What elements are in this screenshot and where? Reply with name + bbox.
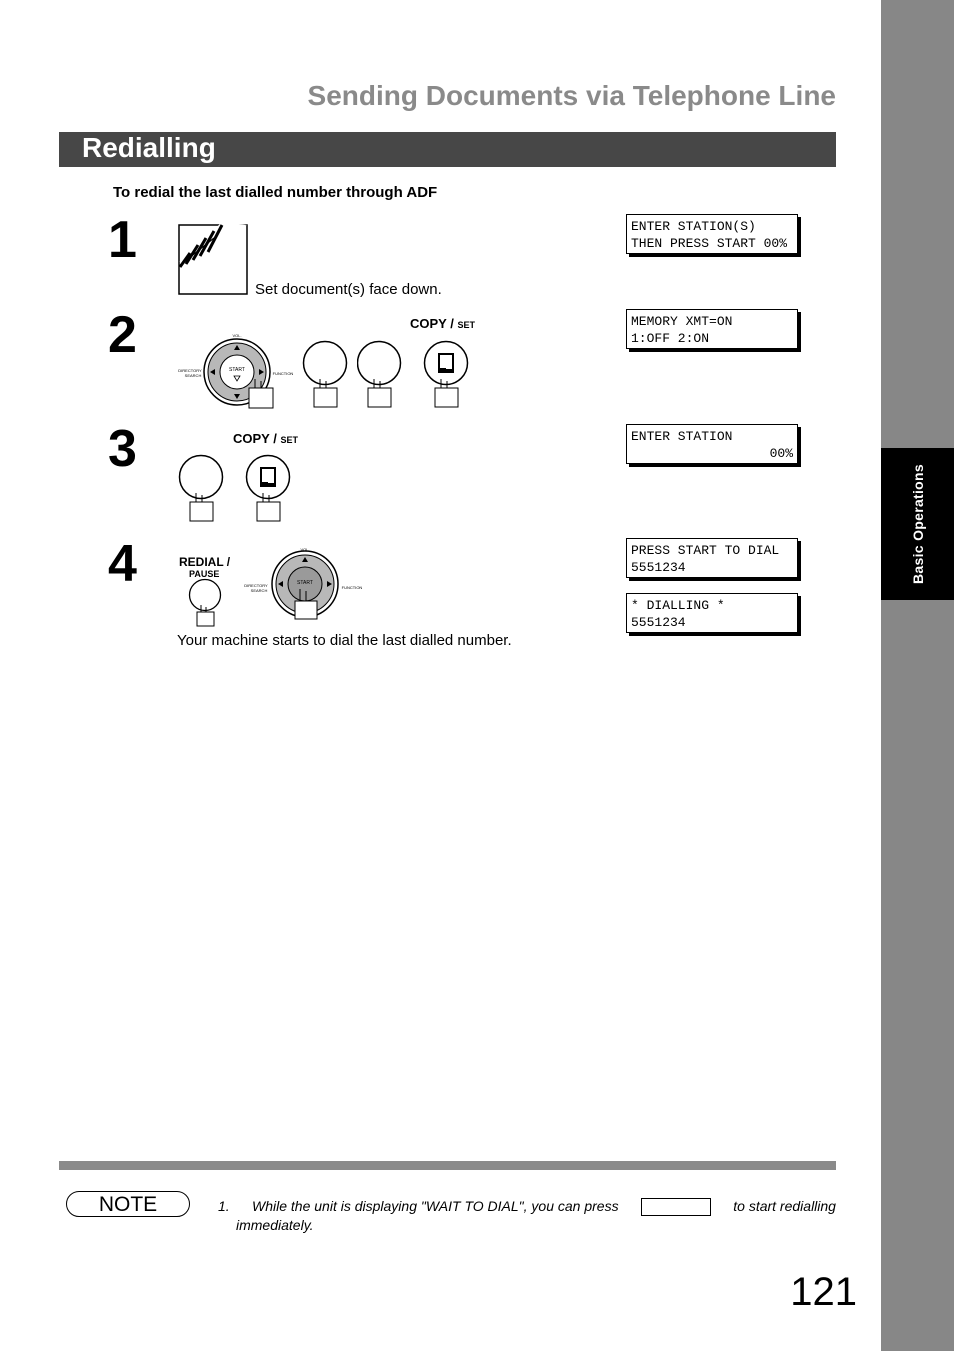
note-text-continued: immediately.	[236, 1217, 314, 1233]
step-number-1: 1	[108, 211, 137, 269]
lcd-display-step-1	[626, 214, 798, 254]
number-key-3[interactable]	[178, 454, 228, 524]
redial-pause-button[interactable]	[188, 578, 224, 628]
lcd-line-2: 5551234	[631, 615, 686, 630]
lcd-line-1: ENTER STATION(S)	[631, 219, 756, 234]
step-4-caption: Your machine starts to dial the last dialled number.	[177, 632, 512, 649]
function-label: FUNCTION	[272, 371, 294, 376]
subheading: To redial the last dialled number through ADF	[113, 184, 438, 201]
directory-label: DIRECTORY	[178, 368, 202, 373]
lcd-line-2: THEN PRESS START 00%	[631, 236, 788, 251]
side-tab-label: Basic Operations	[910, 464, 926, 584]
step-1-caption: Set document(s) face down.	[255, 281, 442, 298]
lcd-line-1: PRESS START TO DIAL	[631, 543, 780, 558]
side-tab	[881, 0, 954, 1351]
lcd-line-1: * DIALLING *	[631, 598, 725, 613]
pause-label: PAUSE	[189, 569, 220, 579]
note-badge: NOTE	[66, 1191, 190, 1217]
start-button-pad[interactable]	[240, 544, 368, 628]
page-number: 121	[790, 1270, 857, 1314]
start-label: START	[297, 580, 313, 586]
search-label: SEARCH	[250, 588, 268, 593]
note-key-placeholder	[641, 1198, 711, 1216]
note-item-number: 1.	[218, 1198, 230, 1214]
step-number-3: 3	[108, 420, 137, 478]
copy-set-label: COPY / SET	[410, 316, 475, 331]
note-text	[218, 1197, 836, 1235]
lcd-display-step-4a	[626, 538, 798, 578]
start-label: START	[229, 367, 245, 373]
document-adf-icon	[178, 222, 250, 296]
vol-label: VOL.	[300, 547, 310, 552]
search-label: SEARCH	[184, 373, 202, 378]
lcd-display-step-2	[626, 309, 798, 349]
lcd-line-2: 00%	[769, 446, 793, 461]
note-text-after: to start redialling	[733, 1198, 836, 1214]
lcd-line-2: 1:OFF 2:ON	[631, 331, 710, 346]
lcd-line-1: ENTER STATION	[631, 429, 733, 444]
lcd-display-step-3	[626, 424, 798, 464]
lcd-line-2: 5551234	[631, 560, 686, 575]
copy-set-label-2: COPY / SET	[233, 431, 298, 446]
number-key-1[interactable]	[302, 340, 352, 410]
step-number-4: 4	[108, 535, 137, 593]
directory-label: DIRECTORY	[244, 583, 268, 588]
copy-set-button[interactable]	[422, 340, 472, 410]
number-key-2[interactable]	[357, 340, 407, 410]
function-label: FUNCTION	[341, 585, 363, 590]
lcd-line-1: MEMORY XMT=ON	[631, 314, 733, 329]
redial-label: REDIAL /	[179, 555, 231, 569]
copy-set-button-2[interactable]	[245, 454, 295, 524]
step-number-2: 2	[108, 306, 137, 364]
footer-divider	[59, 1161, 836, 1170]
section-title: Redialling	[82, 132, 216, 163]
control-pad-icon[interactable]	[176, 332, 298, 412]
lcd-display-step-4b	[626, 593, 798, 633]
note-text-before: While the unit is displaying "WAIT TO DIAL", you can press	[252, 1198, 619, 1214]
vol-label: VOL.	[232, 333, 242, 338]
page-header-title: Sending Documents via Telephone Line	[307, 80, 836, 111]
